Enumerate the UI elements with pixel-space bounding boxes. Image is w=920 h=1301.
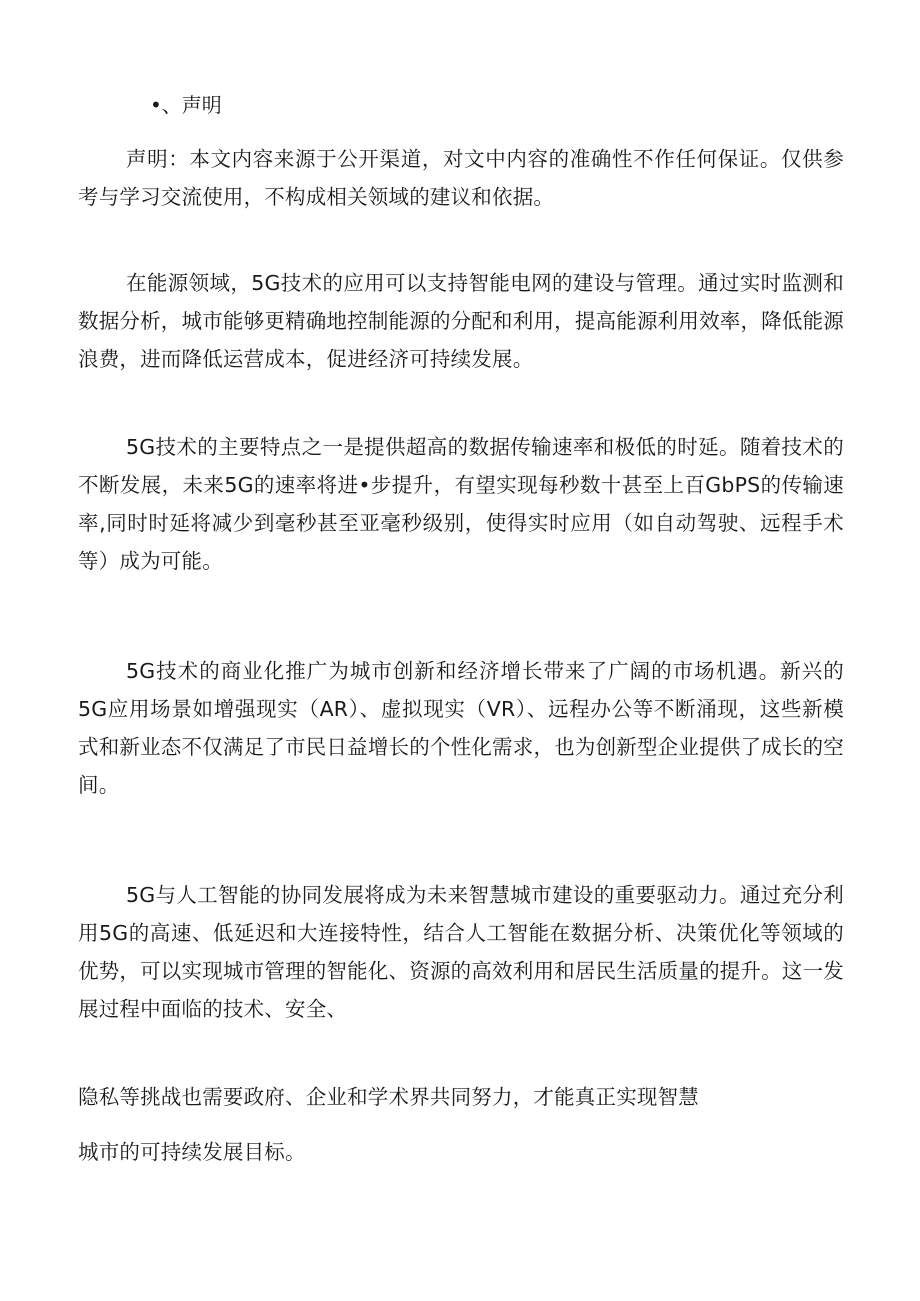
paragraph-disclaimer: 声明：本文内容来源于公开渠道，对文中内容的准确性不作任何保证。仅供参考与学习交流使用，不构成相关领域的建议和依据。 (78, 147, 844, 209)
paragraph-energy: 在能源领域，5G技术的应用可以支持智能电网的建设与管理。通过实时监测和数据分析，城市能够更精确地控制能源的分配和利用，提高能源利用效率，降低能源浪费，进而降低运营成本，促进经济可持续发展。 (78, 271, 844, 371)
paragraph-5g-ai: 5G与人工智能的协同发展将成为未来智慧城市建设的重要驱动力。通过充分利用5G的高速、低延迟和大连接特性，结合人工智能在数据分析、决策优化等领域的优势，可以实现城市管理的智能化、资源的高效利用和居民生活质量的提升。这一发展过程中面临的技术、安全、 (78, 883, 844, 1021)
trailing-line: 城市的可持续发展目标。 (78, 1140, 306, 1164)
section-heading: •、声明 (150, 93, 222, 117)
paragraph-commercialization: 5G技术的商业化推广为城市创新和经济增长带来了广阔的市场机遇。新兴的5G应用场景如增强现实（AR）、虚拟现实（VR）、远程办公等不断涌现，这些新模式和新业态不仅满足了市民日益增长的个性化需求，也为创新型企业提供了成长的空间。 (78, 659, 844, 797)
paragraph-5g-features: 5G技术的主要特点之一是提供超高的数据传输速率和极低的时延。随着技术的不断发展，未来5G的速率将进•步提升，有望实现每秒数十甚至上百GbPS的传输速率,同时时延将减少到毫秒甚至亚毫秒级别，使得实时应用（如自动驾驶、远程手术等）成为可能。 (78, 435, 844, 573)
trailing-line: 隐私等挑战也需要政府、企业和学术界共同努力，才能真正实现智慧 (78, 1085, 699, 1109)
